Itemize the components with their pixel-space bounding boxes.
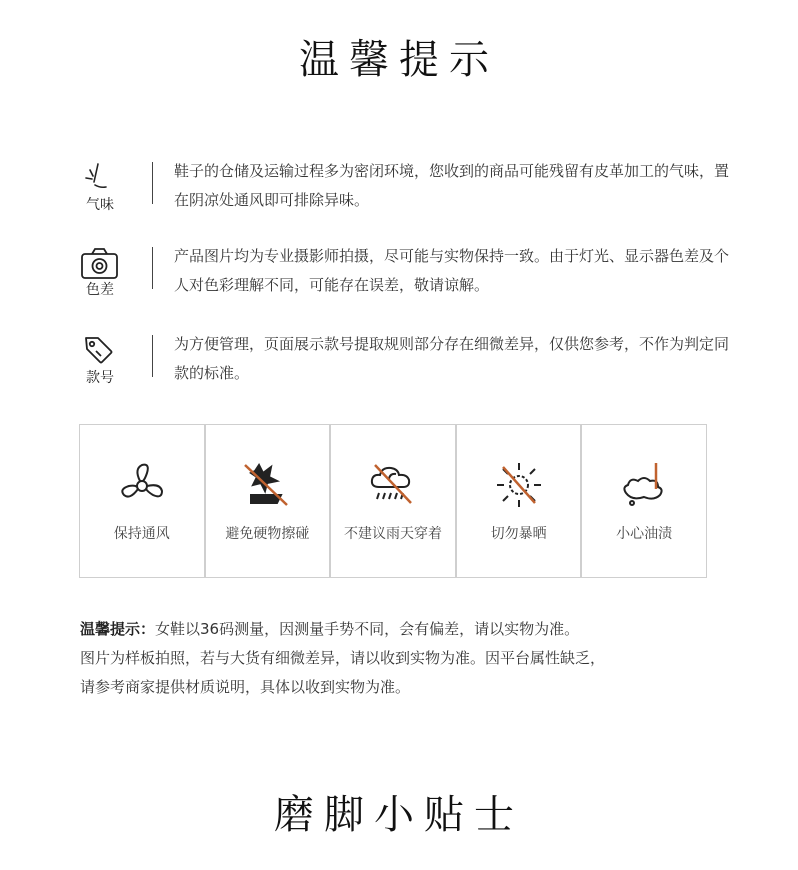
care-item [582, 425, 706, 577]
no-sun-icon [493, 459, 545, 511]
no-collision-icon [241, 459, 293, 511]
oil-stain-icon [618, 459, 670, 511]
section-title: 磨脚小贴士 [274, 792, 524, 838]
notice-style-number [78, 333, 728, 403]
care-item [80, 425, 206, 577]
notice-label: 款号 [86, 370, 114, 386]
notice-color-difference [78, 245, 728, 315]
notice-label: 气味 [86, 197, 114, 213]
care-instructions-grid [79, 424, 707, 578]
care-label: 保持通风 [113, 526, 170, 542]
no-rain-icon [367, 459, 419, 511]
divider [152, 335, 153, 377]
notice-label: 色差 [86, 282, 114, 298]
divider [152, 162, 153, 204]
notice-text: 为方便管理，页面展示款号提取规则部分存在细微差异，仅供您参考，不作为判定同款的标准。 [174, 335, 730, 382]
tips-line: 女鞋以36码测量，因测量手势不同，会有偏差，请以实物为准。 [155, 620, 580, 638]
care-label: 切勿暴晒 [490, 526, 547, 542]
tips-line: 请参考商家提供材质说明，具体以收到实物为准。 [80, 678, 411, 696]
page-title: 温馨提示 [299, 37, 499, 83]
care-item [331, 425, 457, 577]
fan-icon [116, 459, 168, 511]
care-label: 小心油渍 [616, 526, 673, 542]
notice-text: 产品图片均为专业摄影师拍摄，尽可能与实物保持一致。由于灯光、显示器色差及个人对色彩理解不同，可能存在误差，敬请谅解。 [174, 247, 730, 294]
care-label: 不建议雨天穿着 [343, 526, 442, 542]
size-tips [80, 615, 730, 702]
care-item [457, 425, 583, 577]
care-item [206, 425, 332, 577]
notice-odor [78, 160, 728, 230]
care-label: 避免硬物擦碰 [225, 526, 310, 542]
notice-text: 鞋子的仓储及运输过程多为密闭环境，您收到的商品可能残留有皮革加工的气味，置在阴凉处通风即可排除异味。 [174, 162, 730, 209]
tips-lead: 温馨提示： [80, 620, 156, 638]
divider [152, 247, 153, 289]
tips-line: 图片为样板拍照，若与大货有细微差异，请以收到实物为准。因平台属性缺乏， [80, 649, 606, 667]
